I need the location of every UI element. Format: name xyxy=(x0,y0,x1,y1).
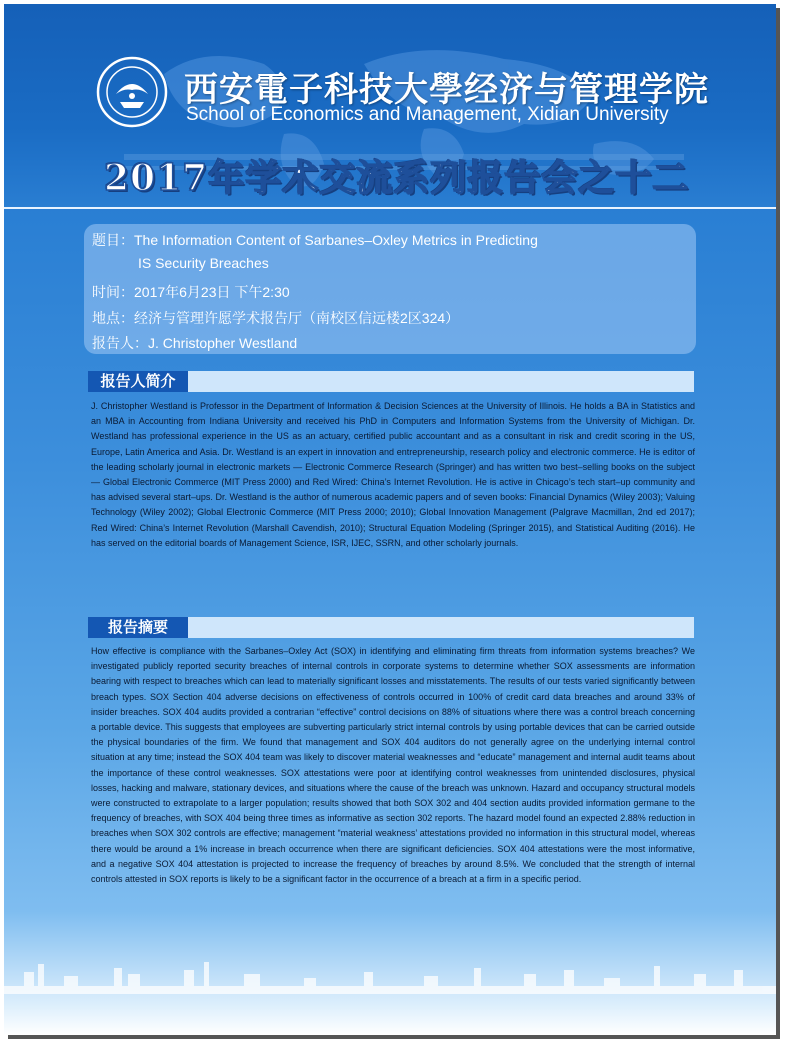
topic-line-1 xyxy=(92,230,538,250)
topic-value: The Information Content of Sarbanes–Oxley Metrics in Predicting xyxy=(134,232,538,248)
header-divider xyxy=(4,207,776,209)
location-value: 经济与管理许愿学术报告厅（南校区信远楼2区324） xyxy=(134,310,460,326)
abstract-section-header xyxy=(88,617,694,638)
bio-text: J. Christopher Westland is Professor in the Department of Information & Decision Sciences at the University of Illinois. He holds a BA in Statistics and an MBA in Accounting from Indiana University and received his PhD in Computers and Information Systems from the University of Michigan. Dr. Westland has professional experience in the US as an actuary, certified public accountant and as a consultant in risk and credit scoring in the US, Europe, Latin America and Asia. Dr. Westland is an expert in innovation and entrepreneurship, research policy and electronic commerce. He is editor of the leading scholarly journal in electronic markets — Electronic Commerce Research (Springer) and has written two best–selling books on the subject — Global Electronic Commerce (MIT Press 2000) and Red Wired: China’s Internet Revolution. He is active in Chicago’s tech start–up community and has advised several start–ups. Dr. Westland is the author of numerous academic papers and of seven books: Financial Dynamics (Wiley 2003); Valuing Technology (Wiley 2002); Global Electronic Commerce (MIT Press 2000; 2010); Global Innovation Management (Palgrave Macmillan, 2nd ed 2017); Red Wired: China’s Internet Revolution (Marshall Cavendish, 2010); Structural Equation Modeling (Springer 2015), and Statistical Auditing (2016). He has served on the editorial boards of Management Science, ISR, IJEC, SSRN, and other scholarly journals. xyxy=(91,401,695,548)
school-title-english: School of Economics and Management, Xidian University xyxy=(186,104,669,125)
abstract-heading: 报告摘要 xyxy=(88,617,188,638)
school-title-chinese: 西安電子科技大學经济与管理学院 xyxy=(184,70,709,110)
poster xyxy=(4,4,776,1035)
time-label: 时间： xyxy=(92,284,134,300)
header-banner xyxy=(4,4,776,209)
city-skyline-graphic xyxy=(4,934,776,994)
time-line xyxy=(92,282,290,302)
location-line xyxy=(92,308,459,328)
location-label: 地点： xyxy=(92,310,134,326)
bio-section-header xyxy=(88,371,694,392)
time-value: 2017年6月23日 下午2:30 xyxy=(134,284,290,300)
speaker-label: 报告人： xyxy=(92,335,148,351)
series-title: 2017年学术交流系列报告会之十二 xyxy=(104,157,690,199)
abstract-text: How effective is compliance with the Sarbanes–Oxley Act (SOX) in identifying and eliminating firm threats from information systems breaches? We investigated publicly reported security breaches of internal controls in corporate systems to determine whether SOX assessments are information bearing with respect to breaches which can lead to materially significant losses and misstatements. The results of our tests varied significantly between breach types. SOX Section 404 adverse decisions on effectiveness of controls occurred in 100% of credit card data breaches and around 33% of insider breaches. SOX 404 audits provided a contrarian “effective” control decisions on 88% of situations where there was a control breach concerning a portable device. This suggests that employees are subverting particularly strict internal controls by using portable devices that can be carried outside the physical boundaries of the firm. We found that management and SOX 404 auditors do not generally agree on the underlying internal control situation at any time; instead the SOX 404 team was likely to discover material weaknesses and “educate” management and internal audit teams about the importance of these control weaknesses. SOX attestations were poor at identifying control weaknesses from unintended disclosures, physical losses, hacking and malware, stationary devices, and situations where the cause of the breach was unknown. Hazard and occupancy structural models were constructed to extrapolate to a larger population; results showed that both SOX 302 and 404 section audits provided information germane to the frequency of breaches, with SOX 404 being three times as informative as section 302 reports. The hazard model found an expected 2.88% reduction in breaches when SOX 302 controls are effective; management “material weakness’ attestations provided no information in this structural model, whereas there would be around a 1% increase in breach occurrence when there are significant deficiencies. SOX 404 attestations were the most informative, and a negative SOX 404 attestation is projected to increase the frequency of breaches by around 8.5%. We concluded that the strength of internal controls attested in SOX reports is likely to be a significant factor in the occurrence of a breach at a firm in a specific period. xyxy=(91,646,695,885)
speaker-line xyxy=(92,333,297,353)
bio-heading: 报告人简介 xyxy=(88,371,188,392)
topic-label: 题目： xyxy=(92,232,134,248)
university-logo-icon xyxy=(96,56,168,128)
topic-line-2: IS Security Breaches xyxy=(138,255,269,271)
speaker-value: J. Christopher Westland xyxy=(148,335,298,351)
